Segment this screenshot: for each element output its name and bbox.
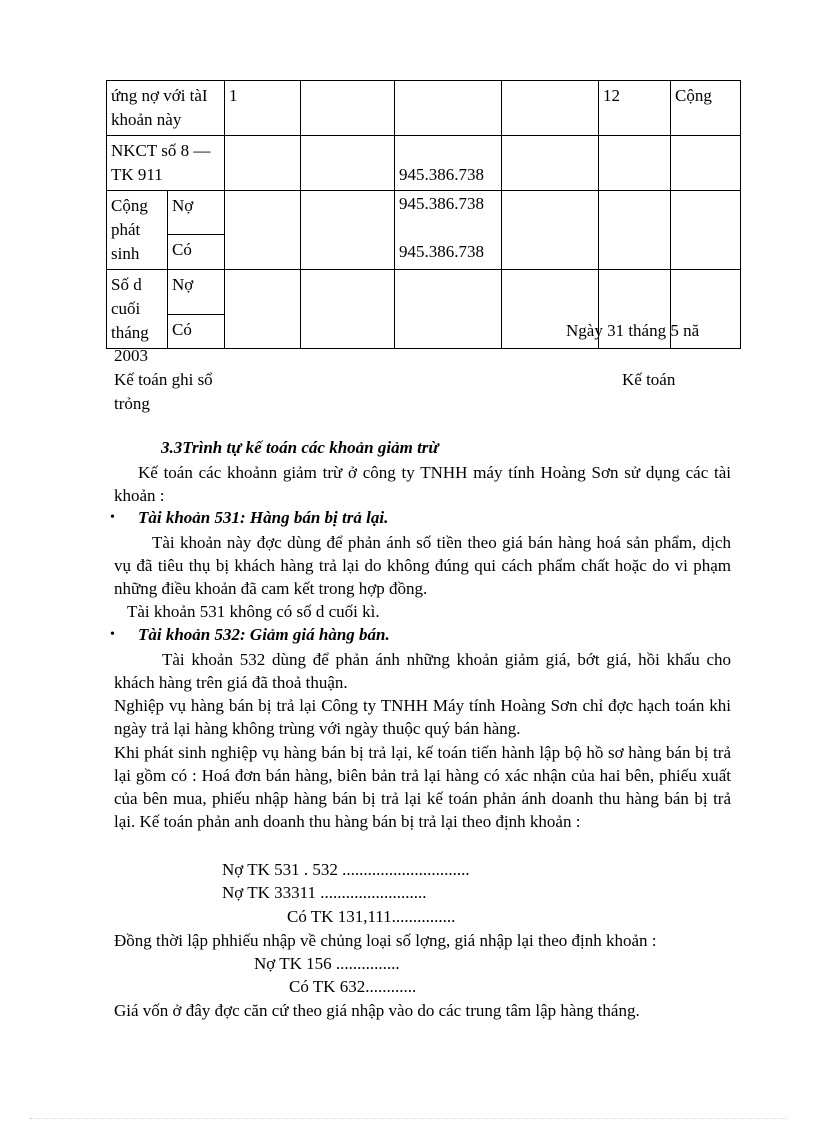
- tk531-title: Tài khoản 531: Hàng bán bị trả lại.: [138, 508, 389, 527]
- signer-left: Kế toán ghi sổ: [114, 370, 213, 389]
- paragraph-3: Đồng thời lập phhiếu nhập về chủng loại số lợng, giá nhập lại theo định khoản :: [114, 931, 657, 950]
- table-cell: [225, 191, 301, 270]
- credit-label: Có: [168, 234, 225, 270]
- table-cell: [599, 136, 671, 191]
- tk531-description: Tài khoản này đợc dùng để phản ánh số tiền theo giá bán hàng hoá sản phẩm, dịch vụ đã tiêu thụ bị khách hàng trả lại do không đúng qui cách phẩm chất hoặc do vi phạm những điều khoản đã cam kết trong hợp đồng.: [114, 533, 731, 598]
- table-cell: 12: [599, 81, 671, 136]
- tk532-title: Tài khoản 532: Giảm giá hàng bán.: [138, 625, 390, 644]
- amount-debit: 945.386.738: [399, 194, 484, 213]
- table-row: [107, 136, 741, 191]
- table-cell: [225, 270, 301, 349]
- tk531-note: Tài khoản 531 không có số d cuối kì.: [127, 602, 380, 621]
- intro-paragraph: Kế toán các khoảnn giảm trừ ở công ty TNHH máy tính Hoàng Sơn sử dụng các tài khoản :: [114, 463, 731, 505]
- table-cell: Cộng: [671, 81, 741, 136]
- entry-credit-131: Có TK 131,111...............: [287, 907, 456, 926]
- amount-credit: 945.386.738: [399, 242, 484, 261]
- debit-label: Nợ: [168, 270, 225, 315]
- ledger-table: [106, 80, 741, 349]
- paragraph-2: Khi phát sinh nghiệp vụ hàng bán bị trả lại, kế toán tiến hành lập bộ hồ sơ hàng bán bị trả lại gồm có : Hoá đơn bán hàng, biên bản trả lại hàng có xác nhận của hai bên, phiếu xuất của bên mua, phiếu nhập hàng bán bị trả lại kế toán phản ánh doanh thu hàng bán bị trả lại. Kế toán phản anh doanh thu hàng bán bị trả lại theo định khoản :: [114, 743, 731, 831]
- table-cell: [502, 81, 599, 136]
- paragraph-4: Giá vốn ở đây đợc căn cứ theo giá nhập vào do các trung tâm lập hàng tháng.: [114, 1001, 640, 1020]
- entry-credit-632: Có TK 632............: [289, 977, 417, 996]
- credit-label: Có: [168, 314, 225, 349]
- table-cell: [301, 191, 395, 270]
- table-cell: [395, 270, 502, 349]
- row-label: ứng nợ với tàI khoản này: [107, 81, 225, 136]
- debit-label: Nợ: [168, 191, 225, 235]
- table-cell: [395, 191, 502, 270]
- entry-debit-33311: Nợ TK 33311 .........................: [222, 883, 427, 902]
- paragraph-1: Nghiệp vụ hàng bán bị trả lại Công ty TNHH Máy tính Hoàng Sơn chỉ đợc hạch toán khi ngày trả lại hàng không trùng với ngày thuộc quý bán hàng.: [114, 696, 731, 738]
- row-label: NKCT số 8 — TK 911: [107, 136, 225, 191]
- entry-debit-156: Nợ TK 156 ...............: [254, 954, 400, 973]
- table-cell: [502, 136, 599, 191]
- amount: 945.386.738: [399, 165, 484, 184]
- table-cell: [671, 191, 741, 270]
- table-row: [107, 270, 741, 315]
- table-cell: [502, 191, 599, 270]
- table-cell: [395, 136, 502, 191]
- signer-left-cont: trỏng: [114, 394, 150, 413]
- table-row: [107, 81, 741, 136]
- page-bottom-border: [30, 1118, 786, 1119]
- date-line: Ngày 31 tháng 5 nă: [566, 321, 700, 340]
- row-label: Số d cuối tháng: [107, 270, 168, 349]
- date-year: 2003: [114, 346, 148, 365]
- table-cell: [671, 136, 741, 191]
- table-cell: [301, 270, 395, 349]
- tk532-description: Tài khoản 532 dùng để phản ánh những khoản giảm giá, bớt giá, hồi khấu cho khách hàng trên giá đã thoả thuận.: [114, 650, 731, 692]
- row-label: Cộng phát sinh: [107, 191, 168, 270]
- table-cell: 1: [225, 81, 301, 136]
- table-cell: [395, 81, 502, 136]
- section-heading: 3.3Trình tự kế toán các khoản giảm trừ: [161, 438, 439, 457]
- bullet-icon: •: [110, 627, 115, 642]
- table-cell: [301, 136, 395, 191]
- table-row: [107, 191, 741, 235]
- table-cell: [599, 191, 671, 270]
- bullet-icon: •: [110, 510, 115, 525]
- table-cell: [225, 136, 301, 191]
- signer-right: Kế toán: [622, 370, 676, 389]
- entry-debit-531: Nợ TK 531 . 532 ..............................: [222, 860, 470, 879]
- table-cell: [301, 81, 395, 136]
